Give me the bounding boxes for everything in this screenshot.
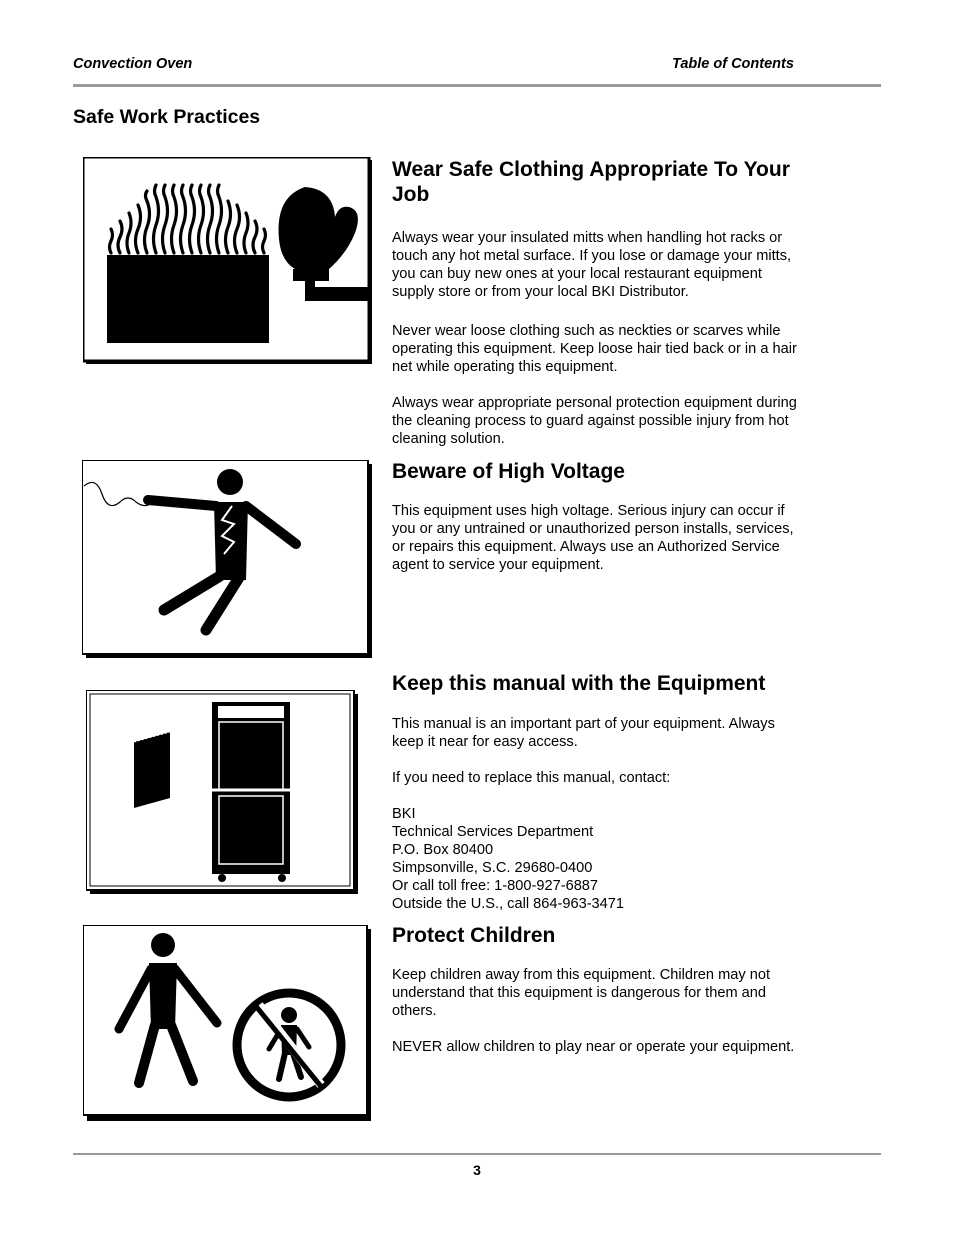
running-header-section: Table of Contents bbox=[672, 56, 794, 72]
footer-rule bbox=[73, 1153, 881, 1155]
contact-line: BKI bbox=[392, 806, 416, 822]
hot-surface-mitt-icon bbox=[83, 157, 375, 367]
manual-and-cabinet-icon bbox=[86, 690, 360, 896]
paragraph: Always wear appropriate personal protection equipment during the cleaning process to guard against possible injury from hot cleaning solution. bbox=[392, 395, 797, 447]
block-title-clothing: Wear Safe Clothing Appropriate To Your Job bbox=[392, 158, 790, 206]
contact-line: Outside the U.S., call 864-963-3471 bbox=[392, 896, 625, 912]
section-title: Safe Work Practices bbox=[73, 106, 261, 128]
paragraph: NEVER allow children to play near or operate your equipment. bbox=[392, 1039, 795, 1055]
paragraph: This equipment uses high voltage. Serious injury can occur if you or any untrained or unauthorized person installs, services, or repairs this equipment. Always use an Authorized Service agent to service your equipment. bbox=[392, 503, 794, 573]
paragraph: Never wear loose clothing such as neckties or scarves while operating this equipment. Keep loose hair tied back or in a hair net while operating this equipment. bbox=[392, 323, 797, 375]
paragraph: Keep children away from this equipment. Children may not understand that this equipment is dangerous for them and others. bbox=[392, 967, 771, 1019]
running-header-title: Convection Oven bbox=[73, 56, 193, 72]
paragraph: This manual is an important part of your equipment. Always keep it near for easy access. bbox=[392, 716, 775, 750]
contact-line: P.O. Box 80400 bbox=[392, 842, 494, 858]
page-number: 3 bbox=[473, 1162, 481, 1178]
block-title-manual: Keep this manual with the Equipment bbox=[392, 672, 766, 695]
contact-line: Technical Services Department bbox=[392, 824, 594, 840]
header-rule bbox=[73, 84, 881, 87]
no-children-icon bbox=[83, 925, 373, 1123]
block-title-voltage: Beware of High Voltage bbox=[392, 460, 625, 483]
contact-line: Or call toll free: 1-800-927-6887 bbox=[392, 878, 599, 894]
paragraph: Always wear your insulated mitts when handling hot racks or touch any hot metal surface. If you lose or damage your mitts, you can buy new ones at your local restaurant equipment supply store or from your local BKI Distributor. bbox=[392, 230, 792, 300]
electric-shock-icon bbox=[82, 460, 374, 660]
contact-line: Simpsonville, S.C. 29680-0400 bbox=[392, 860, 593, 876]
paragraph: If you need to replace this manual, contact: bbox=[392, 770, 671, 786]
block-title-children: Protect Children bbox=[392, 924, 556, 947]
